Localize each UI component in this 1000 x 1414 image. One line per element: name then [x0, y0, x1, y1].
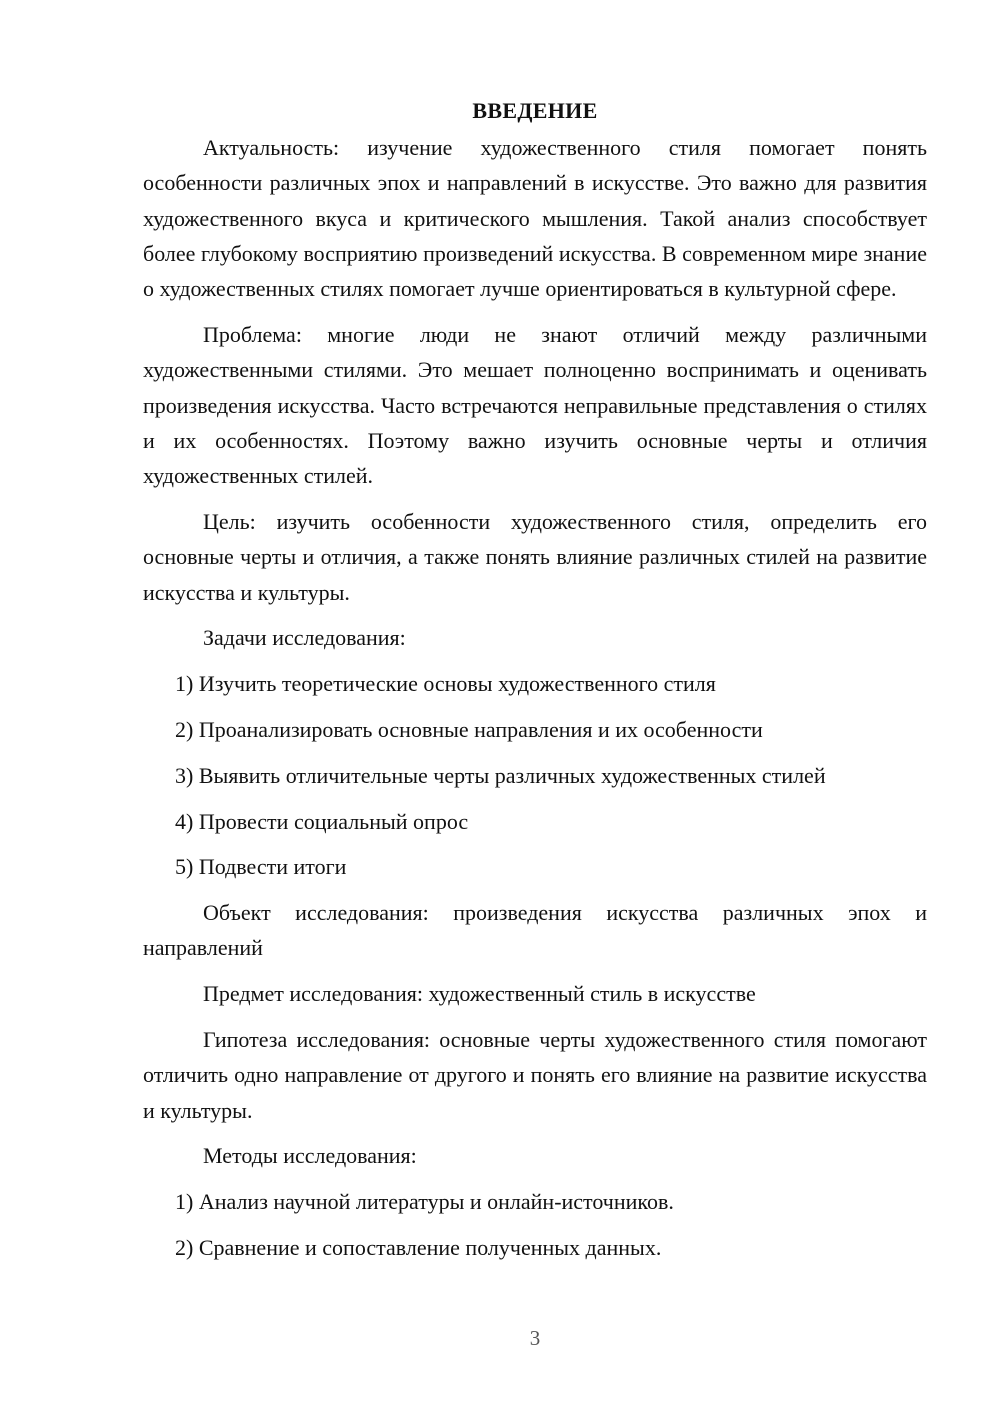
page-number: 3 — [529, 1326, 541, 1350]
problem-paragraph: Проблема: многие люди не знают отличий между различными художественными стилями. Это мешает полноценно воспринимать и оценивать произведения искусства. Часто встречаются неправильные представления о стилях и их особенностях. Поэтому важно изучить основные черты и отличия художественных стилей. — [143, 321, 927, 489]
page-title: ВВЕДЕНИЕ — [472, 98, 598, 123]
method-item: 2) Сравнение и сопоставление полученных данных. — [175, 1235, 662, 1261]
task-item: 4) Провести социальный опрос — [175, 808, 469, 834]
task-item: 1) Изучить теоретические основы художественного стиля — [175, 671, 716, 697]
hypothesis-paragraph: Гипотеза исследования: основные черты художественного стиля помогают отличить одно направление от другого и понять его влияние на развитие искусства и культуры. — [143, 1027, 927, 1123]
subject-paragraph: Предмет исследования: художественный стиль в искусстве — [203, 981, 756, 1007]
method-item: 1) Анализ научной литературы и онлайн-источников. — [175, 1189, 674, 1215]
task-item: 3) Выявить отличительные черты различных художественных стилей — [175, 762, 826, 788]
object-paragraph: Объект исследования: произведения искусства различных эпох и направлений — [143, 900, 927, 961]
task-item: 5) Подвести итоги — [175, 854, 347, 880]
relevance-paragraph: Актуальность: изучение художественного стиля помогает понять особенности различных эпох и направлений в искусстве. Это важно для развития художественного вкуса и критического мышления. Такой анализ способствует более глубокому восприятию произведений искусства. В современном мире знание о художественных стилях помогает лучше ориентироваться в культурной сфере. — [143, 135, 927, 302]
document-page — [143, 93, 927, 1276]
goal-paragraph: Цель: изучить особенности художественного стиля, определить его основные черты и отличия, а также понять влияние различных стилей на развитие искусства и культуры. — [143, 508, 927, 605]
task-item: 2) Проанализировать основные направления и их особенности — [175, 716, 763, 742]
methods-heading: Методы исследования: — [203, 1143, 417, 1169]
tasks-heading: Задачи исследования: — [203, 625, 406, 651]
